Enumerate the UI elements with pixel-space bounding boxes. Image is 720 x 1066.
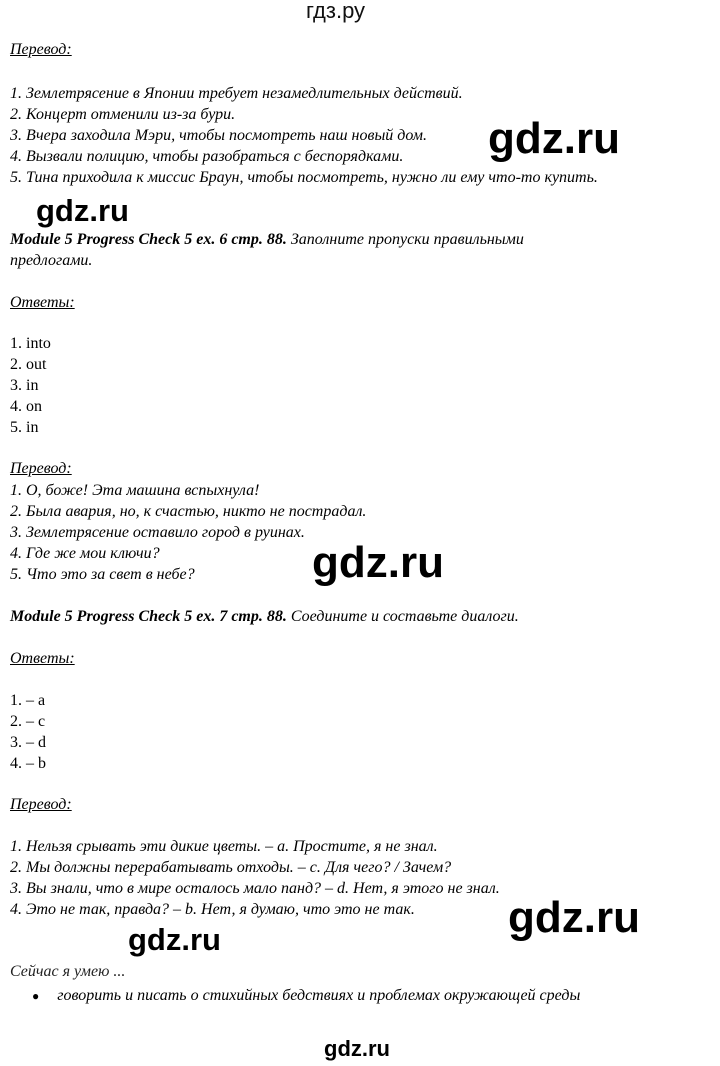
translation-line: 2. Была авария, но, к счастью, никто не пострадал. [10, 503, 367, 520]
exercise-6-title-rest: Заполните пропуски правильными [286, 231, 524, 248]
watermark: gdz.ru [36, 193, 129, 228]
answers-label: Ответы: [10, 294, 75, 311]
watermark: gdz.ru [508, 893, 640, 942]
exercise-7-title-rest: Соедините и составьте диалоги. [286, 608, 519, 625]
translation-line: 2. Концерт отменили из-за бури. [10, 106, 236, 123]
answer-item: 4. on [10, 398, 42, 415]
translation-line: 4. Где же мои ключи? [10, 545, 160, 562]
answer-item: 1. into [10, 335, 51, 352]
exercise-6-title-bold: Module 5 Progress Check 5 ex. 6 стр. 88. [10, 231, 287, 248]
answer-item: 3. in [10, 377, 39, 394]
translation-label: Перевод: [10, 796, 72, 813]
answer-item: 1. – a [10, 692, 46, 709]
answer-item: 4. – b [10, 755, 46, 772]
translation-line: 1. Нельзя срывать эти дикие цветы. – a. Простите, я не знал. [10, 838, 438, 855]
exercise-6-title [10, 230, 524, 250]
translation-label: Перевод: [10, 460, 72, 477]
translation-line: 5. Тина приходила к миссис Браун, чтобы посмотреть, нужно ли ему что-то купить. [10, 169, 598, 186]
footer-site: gdz.ru [324, 1036, 390, 1061]
translation-line: 2. Мы должны перерабатывать отходы. – c. Для чего? / Зачем? [10, 859, 452, 876]
answer-item: 3. – d [10, 734, 46, 751]
can-do-intro: Сейчас я умею ... [10, 963, 126, 980]
watermark: gdz.ru [488, 114, 620, 163]
exercise-7-title [10, 607, 519, 627]
watermark: gdz.ru [128, 922, 221, 957]
watermark: gdz.ru [312, 538, 444, 587]
translation-line: 3. Землетрясение оставило город в руинах. [10, 524, 305, 541]
answer-item: 5. in [10, 419, 39, 436]
translation-line: 3. Вы знали, что в мире осталось мало панд? – d. Нет, я этого не знал. [10, 880, 500, 897]
answer-item: 2. out [10, 356, 47, 373]
translation-line: 5. Что это за свет в небе? [10, 566, 195, 583]
translation-line: 1. О, боже! Эта машина вспыхнула! [10, 482, 260, 499]
can-do-item-text: говорить и писать о стихийных бедствиях и проблемах окружающей среды [57, 987, 581, 1004]
site-header-title: гдз.ру [306, 0, 366, 23]
answers-label: Ответы: [10, 650, 75, 667]
exercise-7-title-bold: Module 5 Progress Check 5 ex. 7 стр. 88. [10, 608, 287, 625]
can-do-item [32, 986, 580, 1006]
translation-line: 3. Вчера заходила Мэри, чтобы посмотреть наш новый дом. [10, 127, 427, 144]
translation-line: 4. Это не так, правда? – b. Нет, я думаю, что это не так. [10, 901, 415, 918]
exercise-6-title-cont: предлогами. [10, 252, 93, 269]
translation-line: 1. Землетрясение в Японии требует незамедлительных действий. [10, 85, 463, 102]
translation-line: 4. Вызвали полицию, чтобы разобраться с беспорядками. [10, 148, 404, 165]
bullet-icon: ● [32, 989, 40, 1003]
answer-item: 2. – c [10, 713, 46, 730]
translation-label: Перевод: [10, 41, 72, 58]
